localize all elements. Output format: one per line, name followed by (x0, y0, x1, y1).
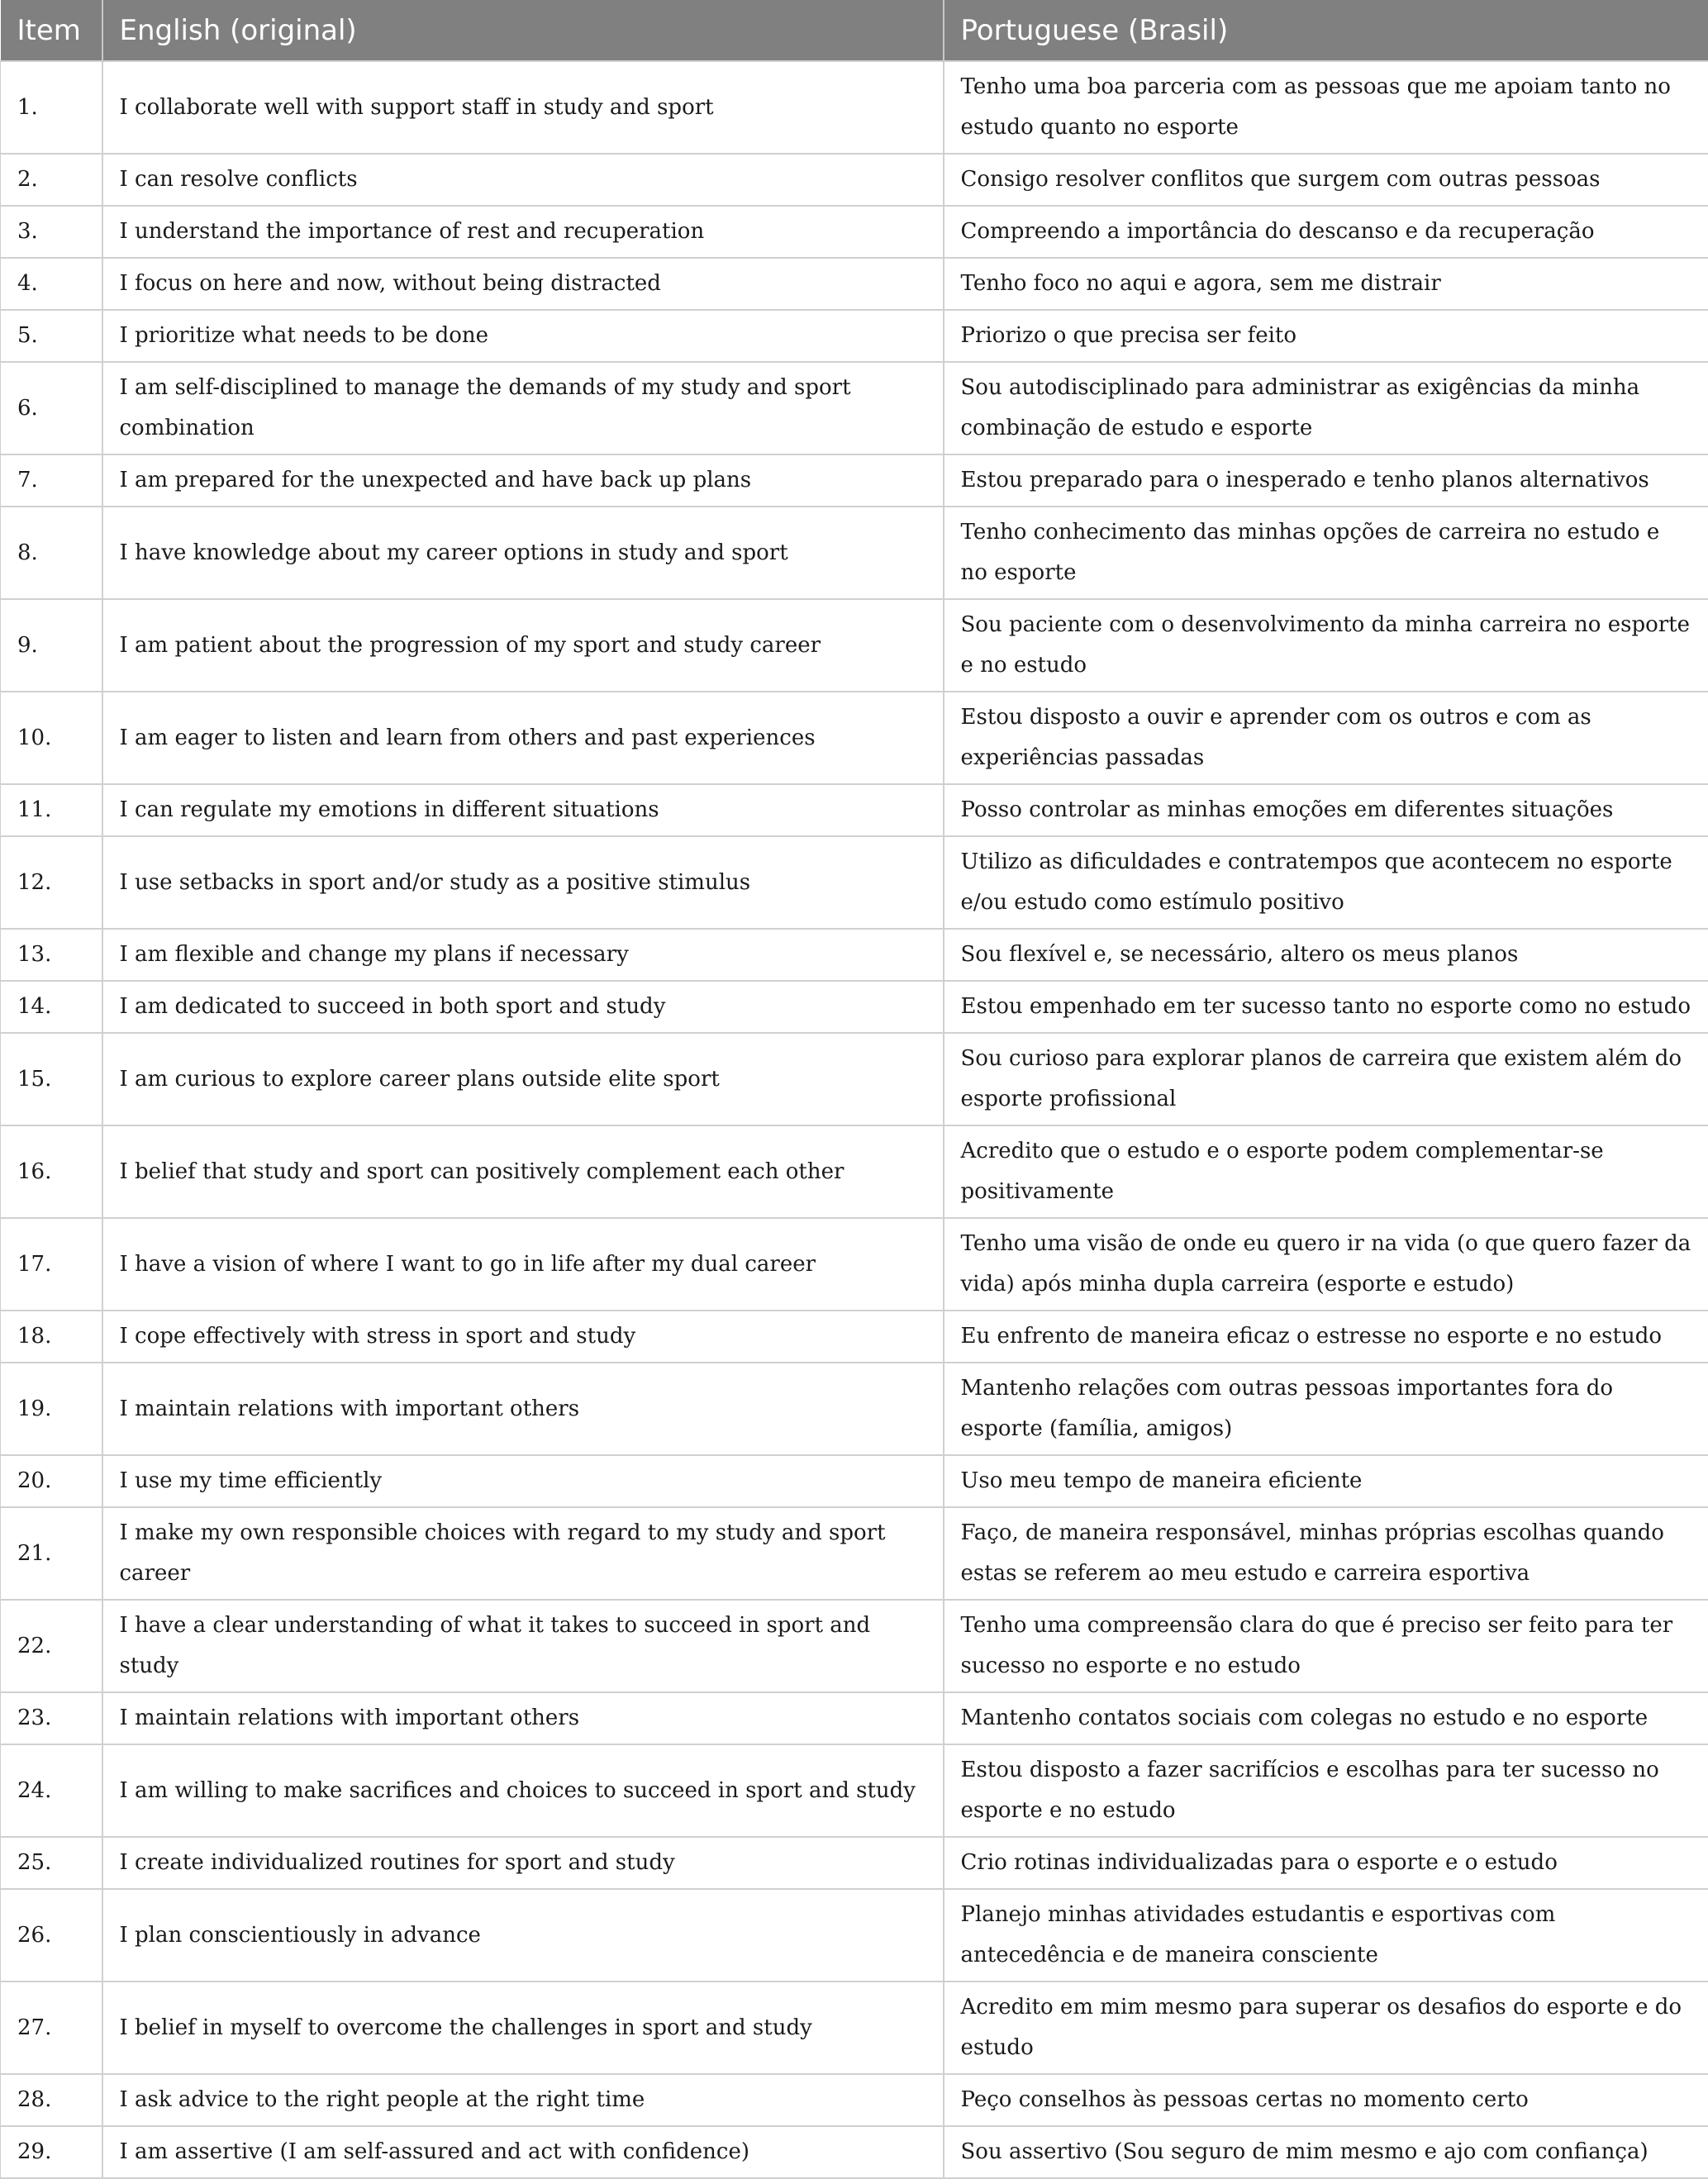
table-row (1, 692, 1708, 784)
table-row (1, 929, 1708, 981)
english-text: I maintain relations with important others (102, 1363, 944, 1455)
english-text: I can regulate my emotions in different situations (102, 784, 944, 836)
portuguese-text: Estou preparado para o inesperado e tenho planos alternativos (944, 454, 1708, 507)
table-row (1, 599, 1708, 692)
portuguese-text: Sou flexível e, se necessário, altero os meus planos (944, 929, 1708, 981)
item-number: 2. (1, 154, 102, 206)
portuguese-text: Utilizo as dificuldades e contratempos que acontecem no esporte e/ou estudo como estímulo positivo (944, 836, 1708, 929)
portuguese-text: Sou paciente com o desenvolvimento da minha carreira no esporte e no estudo (944, 599, 1708, 692)
english-text: I have a clear understanding of what it takes to succeed in sport and study (102, 1600, 944, 1692)
portuguese-text: Sou autodisciplinado para administrar as exigências da minha combinação de estudo e esporte (944, 362, 1708, 454)
portuguese-text: Mantenho relações com outras pessoas importantes fora do esporte (família, amigos) (944, 1363, 1708, 1455)
portuguese-text: Sou assertivo (Sou seguro de mim mesmo e ajo com confiança) (944, 2126, 1708, 2178)
item-number: 17. (1, 1218, 102, 1311)
header-row (1, 0, 1708, 61)
portuguese-text: Peço conselhos às pessoas certas no momento certo (944, 2074, 1708, 2126)
table-row (1, 981, 1708, 1033)
english-text: I understand the importance of rest and recuperation (102, 206, 944, 258)
english-text: I am eager to listen and learn from others and past experiences (102, 692, 944, 784)
portuguese-text: Tenho conhecimento das minhas opções de carreira no estudo e no esporte (944, 507, 1708, 599)
english-text: I am self-disciplined to manage the demands of my study and sport combination (102, 362, 944, 454)
portuguese-text: Sou curioso para explorar planos de carreira que existem além do esporte profissional (944, 1033, 1708, 1125)
table-body (1, 61, 1708, 2178)
portuguese-text: Estou empenhado em ter sucesso tanto no esporte como no estudo (944, 981, 1708, 1033)
table-row (1, 1311, 1708, 1363)
table-row (1, 362, 1708, 454)
table-row (1, 61, 1708, 154)
table-row (1, 1218, 1708, 1311)
portuguese-text: Compreendo a importância do descanso e da recuperação (944, 206, 1708, 258)
table-row (1, 1982, 1708, 2074)
portuguese-text: Acredito em mim mesmo para superar os desafios do esporte e do estudo (944, 1982, 1708, 2074)
english-text: I am curious to explore career plans outside elite sport (102, 1033, 944, 1125)
table-row (1, 1033, 1708, 1125)
english-text: I ask advice to the right people at the right time (102, 2074, 944, 2126)
table-row (1, 2126, 1708, 2178)
table-row (1, 1600, 1708, 1692)
portuguese-text: Priorizo o que precisa ser feito (944, 310, 1708, 362)
english-text: I am willing to make sacrifices and choices to succeed in sport and study (102, 1744, 944, 1837)
english-text: I make my own responsible choices with regard to my study and sport career (102, 1507, 944, 1600)
item-number: 14. (1, 981, 102, 1033)
item-number: 7. (1, 454, 102, 507)
table-row (1, 1889, 1708, 1982)
item-number: 21. (1, 1507, 102, 1600)
table-row (1, 1125, 1708, 1218)
item-number: 29. (1, 2126, 102, 2178)
item-number: 18. (1, 1311, 102, 1363)
item-number: 22. (1, 1600, 102, 1692)
header-english: English (original) (102, 0, 944, 61)
item-number: 26. (1, 1889, 102, 1982)
table-row (1, 784, 1708, 836)
english-text: I am patient about the progression of my sport and study career (102, 599, 944, 692)
header-portuguese: Portuguese (Brasil) (944, 0, 1708, 61)
item-number: 28. (1, 2074, 102, 2126)
portuguese-text: Mantenho contatos sociais com colegas no estudo e no esporte (944, 1692, 1708, 1744)
item-number: 19. (1, 1363, 102, 1455)
table-row (1, 206, 1708, 258)
english-text: I collaborate well with support staff in study and sport (102, 61, 944, 154)
portuguese-text: Estou disposto a ouvir e aprender com os outros e com as experiências passadas (944, 692, 1708, 784)
portuguese-text: Tenho uma compreensão clara do que é preciso ser feito para ter sucesso no esporte e no estudo (944, 1600, 1708, 1692)
english-text: I create individualized routines for sport and study (102, 1837, 944, 1889)
english-text: I am prepared for the unexpected and have back up plans (102, 454, 944, 507)
item-number: 11. (1, 784, 102, 836)
item-number: 24. (1, 1744, 102, 1837)
item-number: 13. (1, 929, 102, 981)
portuguese-text: Planejo minhas atividades estudantis e esportivas com antecedência e de maneira consciente (944, 1889, 1708, 1982)
table-row (1, 836, 1708, 929)
table-row (1, 154, 1708, 206)
english-text: I have knowledge about my career options in study and sport (102, 507, 944, 599)
english-text: I have a vision of where I want to go in life after my dual career (102, 1218, 944, 1311)
item-number: 6. (1, 362, 102, 454)
portuguese-text: Crio rotinas individualizadas para o esporte e o estudo (944, 1837, 1708, 1889)
portuguese-text: Faço, de maneira responsável, minhas próprias escolhas quando estas se referem ao meu estudo e carreira esportiva (944, 1507, 1708, 1600)
table-row (1, 454, 1708, 507)
item-number: 10. (1, 692, 102, 784)
item-number: 20. (1, 1455, 102, 1507)
item-number: 1. (1, 61, 102, 154)
english-text: I plan conscientiously in advance (102, 1889, 944, 1982)
item-number: 16. (1, 1125, 102, 1218)
english-text: I use setbacks in sport and/or study as a positive stimulus (102, 836, 944, 929)
item-number: 27. (1, 1982, 102, 2074)
table-row (1, 2074, 1708, 2126)
english-text: I use my time efficiently (102, 1455, 944, 1507)
portuguese-text: Tenho uma visão de onde eu quero ir na vida (o que quero fazer da vida) após minha dupla carreira (esporte e estudo) (944, 1218, 1708, 1311)
english-text: I can resolve conflicts (102, 154, 944, 206)
english-text: I maintain relations with important others (102, 1692, 944, 1744)
table-row (1, 507, 1708, 599)
portuguese-text: Tenho uma boa parceria com as pessoas que me apoiam tanto no estudo quanto no esporte (944, 61, 1708, 154)
table-row (1, 1363, 1708, 1455)
header-item: Item (1, 0, 102, 61)
portuguese-text: Acredito que o estudo e o esporte podem complementar-se positivamente (944, 1125, 1708, 1218)
item-number: 12. (1, 836, 102, 929)
item-number: 25. (1, 1837, 102, 1889)
table-row (1, 1837, 1708, 1889)
item-number: 9. (1, 599, 102, 692)
item-number: 4. (1, 258, 102, 310)
english-text: I am dedicated to succeed in both sport and study (102, 981, 944, 1033)
english-text: I am assertive (I am self-assured and act with confidence) (102, 2126, 944, 2178)
english-text: I belief that study and sport can positively complement each other (102, 1125, 944, 1218)
portuguese-text: Estou disposto a fazer sacrifícios e escolhas para ter sucesso no esporte e no estudo (944, 1744, 1708, 1837)
portuguese-text: Posso controlar as minhas emoções em diferentes situações (944, 784, 1708, 836)
table-row (1, 1507, 1708, 1600)
table-row (1, 1455, 1708, 1507)
english-text: I cope effectively with stress in sport and study (102, 1311, 944, 1363)
table-row (1, 1692, 1708, 1744)
item-number: 8. (1, 507, 102, 599)
item-number: 5. (1, 310, 102, 362)
portuguese-text: Consigo resolver conflitos que surgem com outras pessoas (944, 154, 1708, 206)
table-header (1, 0, 1708, 61)
english-text: I belief in myself to overcome the challenges in sport and study (102, 1982, 944, 2074)
portuguese-text: Tenho foco no aqui e agora, sem me distrair (944, 258, 1708, 310)
english-text: I am flexible and change my plans if necessary (102, 929, 944, 981)
item-number: 3. (1, 206, 102, 258)
table-row (1, 1744, 1708, 1837)
item-number: 23. (1, 1692, 102, 1744)
item-number: 15. (1, 1033, 102, 1125)
english-text: I focus on here and now, without being distracted (102, 258, 944, 310)
english-text: I prioritize what needs to be done (102, 310, 944, 362)
table-row (1, 310, 1708, 362)
portuguese-text: Eu enfrento de maneira eficaz o estresse no esporte e no estudo (944, 1311, 1708, 1363)
table-row (1, 258, 1708, 310)
portuguese-text: Uso meu tempo de maneira eficiente (944, 1455, 1708, 1507)
